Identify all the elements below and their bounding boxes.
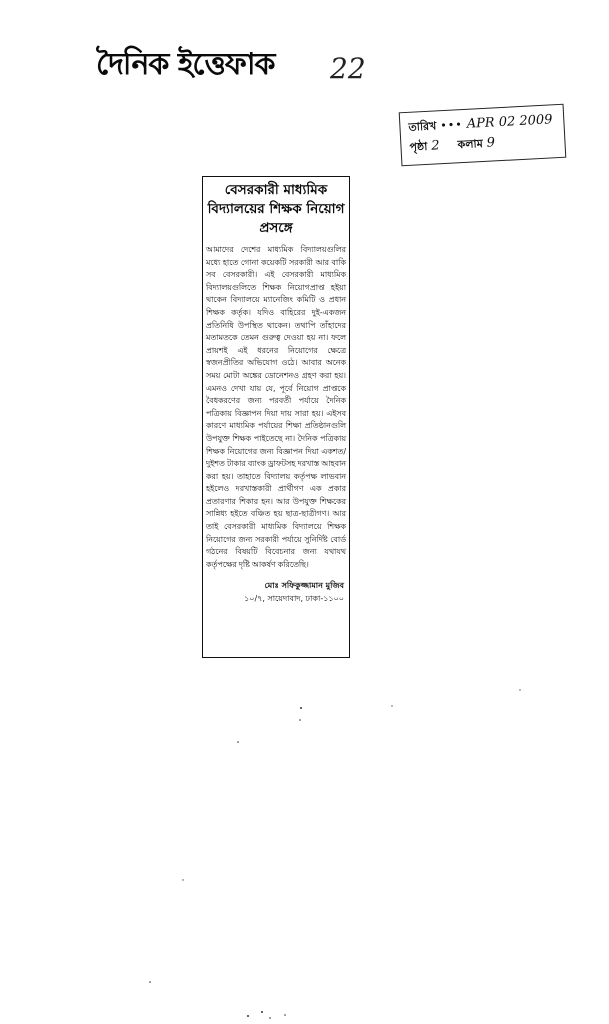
- article-address: ১০/৭, সায়েদাবাদ, ঢাকা-১১০০: [244, 594, 344, 604]
- stamp-column-label: কলাম: [457, 137, 484, 152]
- article-author: মোঃ সফিকুজ্জামান মুজিব: [264, 581, 344, 591]
- stamp-date-label: তারিখ: [408, 119, 437, 134]
- stamp-column-value: 9: [486, 135, 496, 151]
- handwritten-page-mark: 22: [330, 52, 366, 85]
- stamp-date-value: APR 02 2009: [466, 112, 553, 132]
- clipping-stamp: [399, 104, 567, 167]
- stamp-dots: •••: [439, 118, 464, 133]
- stamp-page-value: 2: [430, 138, 441, 154]
- article-body: আমাদের দেশের মাধ্যমিক বিদ্যালয়গুলির মধ্যে হাতে গোনা কয়েকটি সরকারী আর বাকি সব বেসরকারী। এই বেসরকারী মাধ্যমিক বিদ্যালয়গুলিতে শিক্ষক নিয়োগপ্রাপ্ত হইয়া থাকেন বিদ্যালয়ে ম্যানেজিং কমিটি ও প্রধান শিক্ষক কর্তৃক। যদিও বাহিরের দুই-একজন প্রতিনিধি উপস্থিত থাকেন। তথাপি তাঁহাদের মতামতকে তেমন গুরুত্ব দেওয়া হয় না। ফলে প্রায়শই এই ধরনের নিয়োগের ক্ষেত্রে স্বজনপ্রীতির অভিযোগ ওঠে। আবার অনেক সময় মোটা অঙ্কের ডোনেশনও গ্রহণ করা হয়। এমনও দেখা যায় যে, পূর্বে নিয়োগ প্রাপ্তকে বৈধকরণের জন্য পরবর্তী পর্যায়ে দৈনিক পত্রিকায় বিজ্ঞাপন দিয়া দায় সারা হয়। এইসব কারণে মাধ্যমিক পর্যায়ের শিক্ষা প্রতিষ্ঠানগুলি উপযুক্ত শিক্ষক পাইতেছে না। দৈনিক পত্রিকায় শিক্ষক নিয়োগের জন্য বিজ্ঞাপন দিয়া একশত/দুইশত টাকার ব্যাংক ড্রাফটসহ দরখাস্ত আহবান করা হয়। তাহাতে বিদ্যালয় কর্তৃপক্ষ লাভবান হইলেও দরখাস্তকারী প্রার্থীগণ এক প্রকার প্রতারণার শিকার হন। আর উপযুক্ত শিক্ষকের সান্নিধ্য হইতে বঞ্চিত হয় ছাত্র-ছাত্রীগণ। আর তাই বেসরকারী মাধ্যমিক বিদ্যালয়ে শিক্ষক নিয়োগের জন্য সরকারী পর্যায়ে সুনির্দিষ্ট বোর্ড গঠনের বিষয়টি বিবেচনার জন্য যথাযথ কর্তৃপক্ষের দৃষ্টি আকর্ষণ করিতেছি।: [206, 245, 346, 569]
- stamp-page-label: পৃষ্ঠা: [409, 139, 428, 154]
- newspaper-clipping: [202, 176, 350, 658]
- newspaper-masthead: দৈনিক ইত্তেফাক: [96, 47, 275, 82]
- article-headline: বেসরকারী মাধ্যমিক বিদ্যালয়ের শিক্ষক নিয়োগ প্রসঙ্গে: [207, 182, 345, 236]
